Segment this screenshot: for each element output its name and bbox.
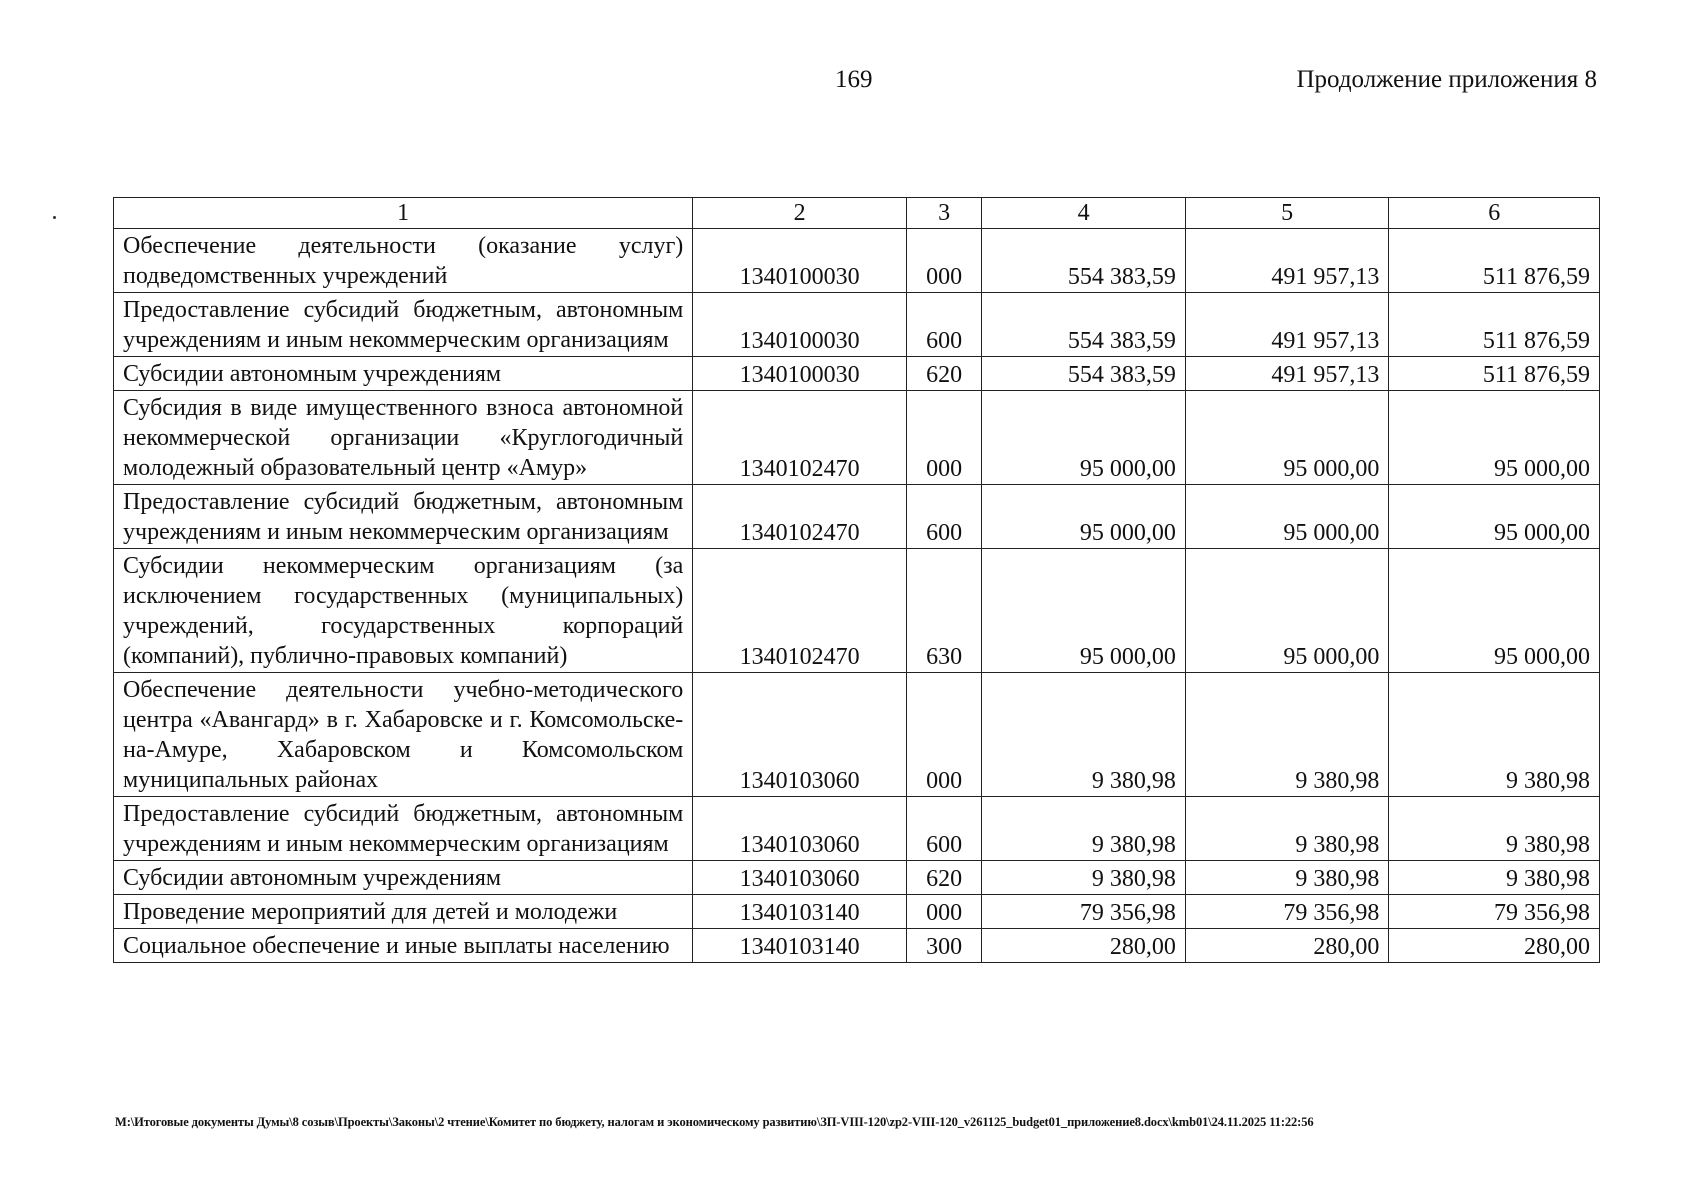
amount-col6-cell: 511 876,59 bbox=[1389, 357, 1600, 391]
table-row bbox=[114, 391, 1600, 485]
amount-col6-cell: 9 380,98 bbox=[1389, 797, 1600, 861]
expense-type-cell: 600 bbox=[906, 293, 982, 357]
budget-table bbox=[113, 197, 1600, 963]
amount-col4-cell: 554 383,59 bbox=[982, 229, 1186, 293]
column-header: 2 bbox=[693, 198, 907, 229]
column-header: 6 bbox=[1389, 198, 1600, 229]
amount-col6-cell: 95 000,00 bbox=[1389, 391, 1600, 485]
amount-col6-cell: 95 000,00 bbox=[1389, 485, 1600, 549]
target-article-code-cell: 1340103140 bbox=[693, 895, 907, 929]
row-name-cell: Предоставление субсидий бюджетным, автономным учреждениям и иным некоммерческим организациям bbox=[114, 293, 693, 357]
column-header: 4 bbox=[982, 198, 1186, 229]
row-name-cell: Субсидии автономным учреждениям bbox=[114, 357, 693, 391]
amount-col4-cell: 9 380,98 bbox=[982, 861, 1186, 895]
target-article-code-cell: 1340103060 bbox=[693, 861, 907, 895]
amount-col5-cell: 95 000,00 bbox=[1185, 549, 1389, 673]
row-name-cell: Проведение мероприятий для детей и молодежи bbox=[114, 895, 693, 929]
amount-col4-cell: 95 000,00 bbox=[982, 549, 1186, 673]
table-body bbox=[114, 229, 1600, 963]
target-article-code-cell: 1340100030 bbox=[693, 293, 907, 357]
expense-type-cell: 000 bbox=[906, 229, 982, 293]
amount-col6-cell: 79 356,98 bbox=[1389, 895, 1600, 929]
table-row bbox=[114, 797, 1600, 861]
amount-col5-cell: 9 380,98 bbox=[1185, 861, 1389, 895]
amount-col5-cell: 95 000,00 bbox=[1185, 391, 1389, 485]
column-number-row bbox=[114, 198, 1600, 229]
amount-col5-cell: 9 380,98 bbox=[1185, 797, 1389, 861]
row-name-cell: Субсидии автономным учреждениям bbox=[114, 861, 693, 895]
row-name-cell: Социальное обеспечение и иные выплаты населению bbox=[114, 929, 693, 963]
expense-type-cell: 000 bbox=[906, 391, 982, 485]
row-name-cell: Субсидия в виде имущественного взноса автономной некоммерческой организации «Круглогодичный молодежный образовательный центр «Амур» bbox=[114, 391, 693, 485]
amount-col5-cell: 95 000,00 bbox=[1185, 485, 1389, 549]
table-row bbox=[114, 895, 1600, 929]
amount-col4-cell: 554 383,59 bbox=[982, 357, 1186, 391]
row-name-cell: Обеспечение деятельности учебно-методического центра «Авангард» в г. Хабаровске и г. Комсомольске-на-Амуре, Хабаровском и Комсомольском муниципальных районах bbox=[114, 673, 693, 797]
table-row bbox=[114, 673, 1600, 797]
amount-col5-cell: 491 957,13 bbox=[1185, 229, 1389, 293]
target-article-code-cell: 1340103060 bbox=[693, 797, 907, 861]
amount-col4-cell: 95 000,00 bbox=[982, 485, 1186, 549]
page-number: 169 bbox=[835, 66, 873, 93]
amount-col4-cell: 79 356,98 bbox=[982, 895, 1186, 929]
amount-col5-cell: 9 380,98 bbox=[1185, 673, 1389, 797]
target-article-code-cell: 1340102470 bbox=[693, 549, 907, 673]
expense-type-cell: 600 bbox=[906, 485, 982, 549]
target-article-code-cell: 1340103140 bbox=[693, 929, 907, 963]
amount-col5-cell: 280,00 bbox=[1185, 929, 1389, 963]
scan-speck bbox=[53, 216, 56, 219]
target-article-code-cell: 1340100030 bbox=[693, 357, 907, 391]
amount-col4-cell: 280,00 bbox=[982, 929, 1186, 963]
table-row bbox=[114, 229, 1600, 293]
target-article-code-cell: 1340103060 bbox=[693, 673, 907, 797]
amount-col6-cell: 9 380,98 bbox=[1389, 861, 1600, 895]
table-row bbox=[114, 293, 1600, 357]
table-row bbox=[114, 485, 1600, 549]
row-name-cell: Субсидии некоммерческим организациям (за исключением государственных (муниципальных) учреждений, государственных корпораций (компаний), публично-правовых компаний) bbox=[114, 549, 693, 673]
appendix-continuation-label: Продолжение приложения 8 bbox=[1296, 66, 1597, 93]
amount-col4-cell: 9 380,98 bbox=[982, 797, 1186, 861]
target-article-code-cell: 1340102470 bbox=[693, 485, 907, 549]
row-name-cell: Предоставление субсидий бюджетным, автономным учреждениям и иным некоммерческим организациям bbox=[114, 797, 693, 861]
expense-type-cell: 300 bbox=[906, 929, 982, 963]
expense-type-cell: 000 bbox=[906, 673, 982, 797]
file-path-footer: M:\Итоговые документы Думы\8 созыв\Проекты\Законы\2 чтение\Комитет по бюджету, налогам и экономическому развитию\ЗП-VIII-120\zp2-VIII-120_v261125_budget01_приложение8.docx\kmb01\24.11.2025 11:22:56 bbox=[115, 1115, 1314, 1129]
table-row bbox=[114, 549, 1600, 673]
column-header: 5 bbox=[1185, 198, 1389, 229]
amount-col4-cell: 9 380,98 bbox=[982, 673, 1186, 797]
table-row bbox=[114, 929, 1600, 963]
amount-col4-cell: 95 000,00 bbox=[982, 391, 1186, 485]
table-row bbox=[114, 861, 1600, 895]
table-row bbox=[114, 357, 1600, 391]
row-name-cell: Обеспечение деятельности (оказание услуг) подведомственных учреждений bbox=[114, 229, 693, 293]
expense-type-cell: 000 bbox=[906, 895, 982, 929]
amount-col6-cell: 9 380,98 bbox=[1389, 673, 1600, 797]
amount-col6-cell: 511 876,59 bbox=[1389, 293, 1600, 357]
target-article-code-cell: 1340102470 bbox=[693, 391, 907, 485]
amount-col6-cell: 95 000,00 bbox=[1389, 549, 1600, 673]
target-article-code-cell: 1340100030 bbox=[693, 229, 907, 293]
expense-type-cell: 630 bbox=[906, 549, 982, 673]
amount-col5-cell: 491 957,13 bbox=[1185, 357, 1389, 391]
row-name-cell: Предоставление субсидий бюджетным, автономным учреждениям и иным некоммерческим организациям bbox=[114, 485, 693, 549]
column-header: 3 bbox=[906, 198, 982, 229]
amount-col5-cell: 491 957,13 bbox=[1185, 293, 1389, 357]
amount-col5-cell: 79 356,98 bbox=[1185, 895, 1389, 929]
amount-col6-cell: 511 876,59 bbox=[1389, 229, 1600, 293]
expense-type-cell: 620 bbox=[906, 861, 982, 895]
column-header: 1 bbox=[114, 198, 693, 229]
amount-col6-cell: 280,00 bbox=[1389, 929, 1600, 963]
expense-type-cell: 620 bbox=[906, 357, 982, 391]
expense-type-cell: 600 bbox=[906, 797, 982, 861]
amount-col4-cell: 554 383,59 bbox=[982, 293, 1186, 357]
